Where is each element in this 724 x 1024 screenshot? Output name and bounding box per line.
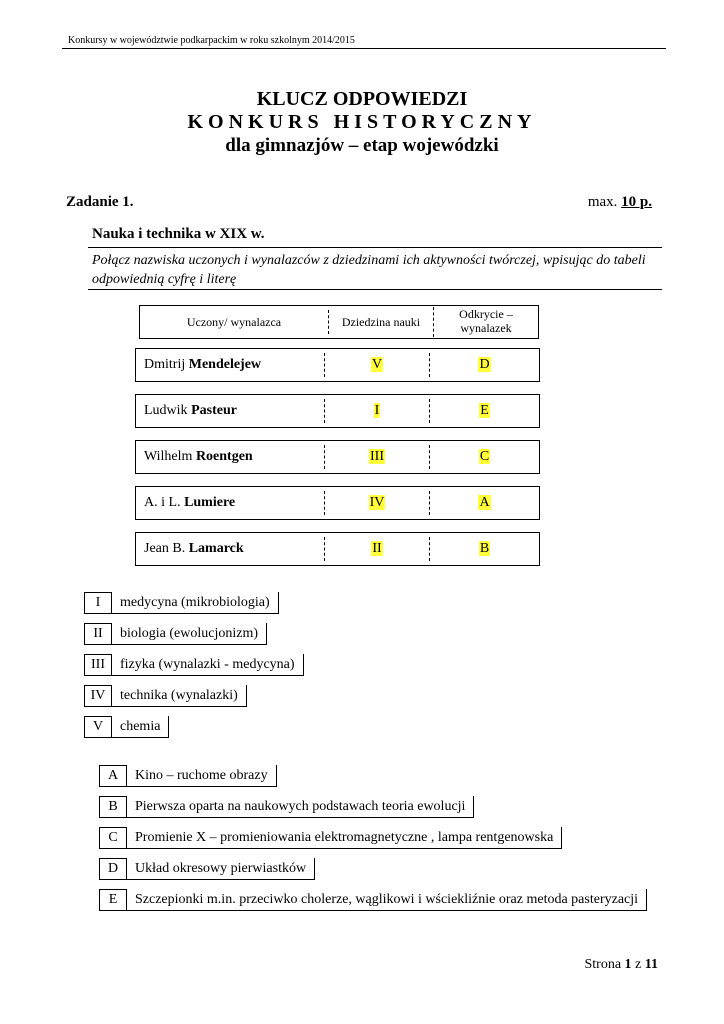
invention-legend-item (99, 889, 647, 911)
title-line-3: dla gimnazjów – etap wojewódzki (225, 135, 499, 156)
title-line-2: KONKURS HISTORYCZNY (187, 111, 537, 133)
section-rule-bottom (88, 289, 662, 290)
page-sep: z (635, 957, 642, 972)
max-points (588, 194, 652, 211)
person-last: Lumiere (184, 495, 236, 510)
field-legend-item (84, 654, 304, 676)
field-id: I (84, 592, 112, 614)
field-legend-item (84, 685, 247, 707)
page-prefix: Strona (584, 957, 622, 972)
page-current: 1 (624, 957, 632, 972)
field-answer-value: V (371, 357, 383, 372)
invention-id: C (99, 827, 127, 849)
field-id: II (84, 623, 112, 645)
field-answer (324, 399, 429, 423)
field-answer (324, 491, 429, 515)
field-answer-value: II (372, 541, 382, 556)
field-legend-item (84, 623, 267, 645)
person-first: Ludwik (144, 403, 188, 418)
invention-text: Pierwsza oparta na naukowych podstawach teoria ewolucji (127, 796, 474, 818)
invention-id: E (99, 889, 127, 911)
invention-answer-value: B (479, 541, 490, 556)
invention-legend-item (99, 765, 277, 787)
title-line-1: KLUCZ ODPOWIEDZI (256, 88, 468, 110)
person-name (136, 449, 324, 465)
field-id: V (84, 716, 112, 738)
invention-answer (429, 491, 539, 515)
invention-legend-item (99, 827, 562, 849)
invention-answer-value: D (479, 357, 490, 372)
person-name (136, 495, 324, 511)
invention-answer-value: A (479, 495, 490, 510)
invention-id: B (99, 796, 127, 818)
invention-legend-item (99, 858, 315, 880)
max-prefix: max. (587, 194, 618, 210)
person-name (136, 541, 324, 557)
field-answer (324, 445, 429, 469)
invention-text: Kino – ruchome obrazy (127, 765, 277, 787)
page-number (584, 957, 658, 973)
person-last: Roentgen (195, 449, 253, 464)
field-text: medycyna (mikrobiologia) (112, 592, 279, 614)
table-row (135, 532, 540, 566)
field-answer (324, 353, 429, 377)
answer-table-header (139, 305, 539, 339)
person-first: Dmitrij (144, 357, 186, 372)
field-text: biologia (ewolucjonizm) (112, 623, 267, 645)
header-person: Uczony/ wynalazca (186, 314, 282, 329)
header-field: Dziedzina nauki (328, 310, 433, 334)
instruction-text: Połącz nazwiska uczonych i wynalazców z dziedzinami ich aktywności twórczej, wpisując do tabeli odpowiednią cyfrę i literę (92, 253, 646, 287)
section-rule-top (88, 247, 662, 248)
page-total: 11 (644, 957, 658, 972)
person-first: A. i L. (144, 495, 181, 510)
person-first: Wilhelm (144, 449, 193, 464)
field-id: IV (84, 685, 112, 707)
invention-answer-value: C (479, 449, 490, 464)
table-row (135, 394, 540, 428)
section-title: Nauka i technika w XIX w. (92, 226, 265, 242)
person-last: Lamarck (188, 541, 244, 556)
field-answer (324, 537, 429, 561)
max-value: 10 p. (621, 194, 652, 210)
invention-answer (429, 399, 539, 423)
invention-text: Układ okresowy pierwiastków (127, 858, 315, 880)
header-divider (62, 48, 666, 49)
header-note: Konkursy w województwie podkarpackim w roku szkolnym 2014/2015 (68, 35, 355, 46)
invention-text: Szczepionki m.in. przeciwko cholerze, wąglikowi i wściekliźnie oraz metoda pasteryzacji (127, 889, 647, 911)
invention-legend-item (99, 796, 474, 818)
field-text: technika (wynalazki) (112, 685, 247, 707)
invention-id: D (99, 858, 127, 880)
field-text: chemia (112, 716, 169, 738)
invention-text: Promienie X – promieniowania elektromagnetyczne , lampa rentgenowska (127, 827, 562, 849)
invention-answer-value: E (480, 403, 489, 418)
header-invention: Odkrycie – wynalazek (433, 307, 538, 337)
invention-answer (429, 445, 539, 469)
field-text: fizyka (wynalazki - medycyna) (112, 654, 304, 676)
person-first: Jean B. (144, 541, 186, 556)
table-row (135, 440, 540, 474)
person-last: Pasteur (191, 403, 237, 418)
field-legend-item (84, 592, 279, 614)
table-row (135, 348, 540, 382)
invention-answer (429, 537, 539, 561)
person-last: Mendelejew (188, 357, 262, 372)
invention-id: A (99, 765, 127, 787)
task-label: Zadanie 1. (66, 194, 134, 210)
field-answer-value: III (370, 449, 384, 464)
invention-answer (429, 353, 539, 377)
person-name (136, 357, 324, 373)
table-row (135, 486, 540, 520)
person-name (136, 403, 324, 419)
field-legend-item (84, 716, 169, 738)
field-answer-value: IV (369, 495, 385, 510)
field-answer-value: I (374, 403, 380, 418)
field-id: III (84, 654, 112, 676)
